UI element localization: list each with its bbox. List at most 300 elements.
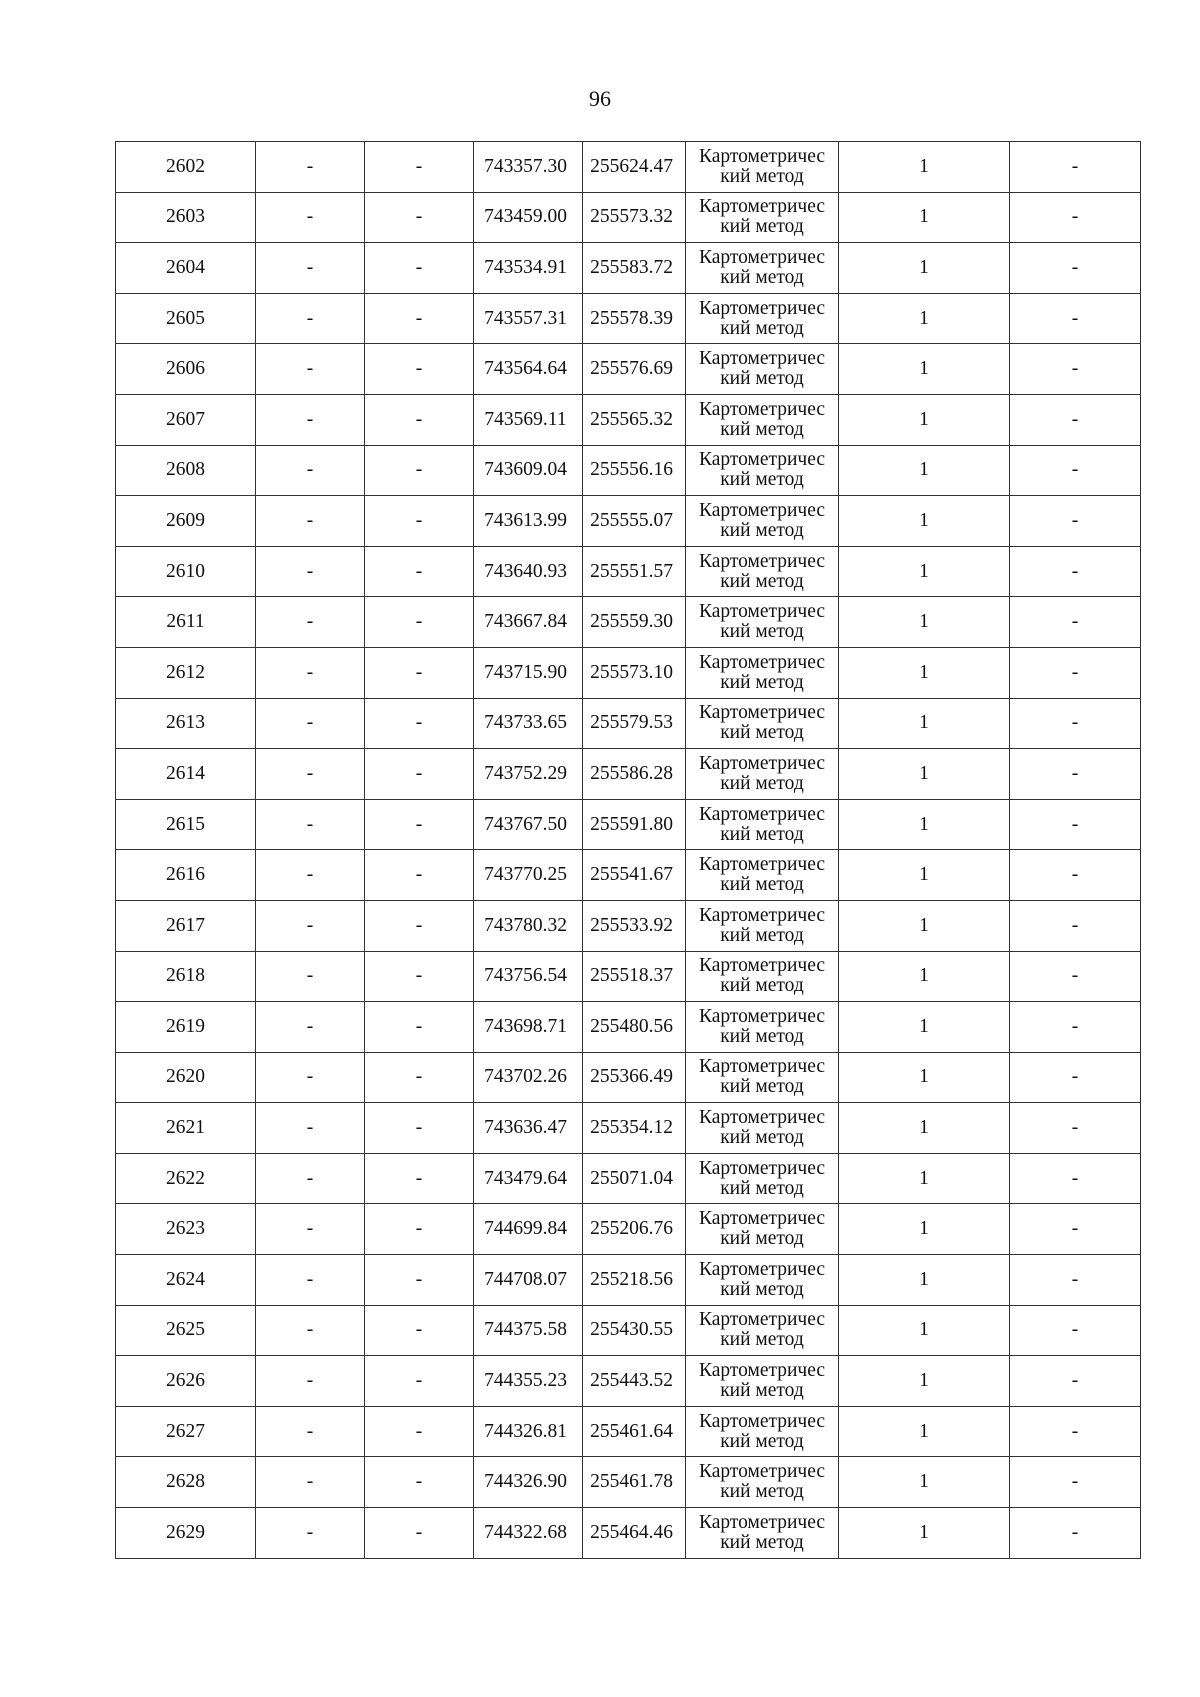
table-row <box>116 647 1141 698</box>
empty-dash-cell: - <box>256 1356 365 1407</box>
x-coordinate-cell: 744326.81 <box>474 1406 583 1457</box>
x-coordinate-cell: 743667.84 <box>474 597 583 648</box>
accuracy-cell: 1 <box>839 1508 1010 1559</box>
table-row <box>116 1002 1141 1053</box>
method-line-1: Картометричес <box>698 1309 826 1331</box>
table-row <box>116 1356 1141 1407</box>
x-coordinate-cell: 743479.64 <box>474 1153 583 1204</box>
method-cell <box>686 1204 839 1255</box>
method-line-1: Картометричес <box>698 651 826 673</box>
method-line-2: кий метод <box>720 1025 804 1047</box>
table-row <box>116 900 1141 951</box>
y-coordinate-cell: 255461.64 <box>583 1406 686 1457</box>
y-coordinate-cell: 255354.12 <box>583 1103 686 1154</box>
y-coordinate-cell: 255559.30 <box>583 597 686 648</box>
table-row <box>116 1052 1141 1103</box>
empty-dash-cell: - <box>256 1052 365 1103</box>
x-coordinate-cell: 743357.30 <box>474 142 583 193</box>
method-line-2: кий метод <box>720 418 804 440</box>
point-number-cell: 2607 <box>116 394 256 445</box>
method-line-1: Картометричес <box>698 1056 826 1078</box>
method-cell <box>686 1255 839 1306</box>
y-coordinate-cell: 255591.80 <box>583 799 686 850</box>
point-number-cell: 2628 <box>116 1457 256 1508</box>
empty-dash-cell: - <box>256 1002 365 1053</box>
x-coordinate-cell: 744322.68 <box>474 1508 583 1559</box>
method-cell <box>686 192 839 243</box>
empty-dash-cell: - <box>365 1406 474 1457</box>
x-coordinate-cell: 743609.04 <box>474 445 583 496</box>
table-row <box>116 344 1141 395</box>
empty-dash-cell: - <box>1010 1406 1141 1457</box>
table-row <box>116 951 1141 1002</box>
empty-dash-cell: - <box>1010 850 1141 901</box>
empty-dash-cell: - <box>256 900 365 951</box>
empty-dash-cell: - <box>365 1153 474 1204</box>
method-line-1: Картометричес <box>698 297 826 319</box>
empty-dash-cell: - <box>1010 546 1141 597</box>
method-cell <box>686 1457 839 1508</box>
method-cell <box>686 344 839 395</box>
method-cell <box>686 951 839 1002</box>
method-cell <box>686 749 839 800</box>
empty-dash-cell: - <box>256 546 365 597</box>
empty-dash-cell: - <box>1010 1103 1141 1154</box>
method-line-1: Картометричес <box>698 1511 826 1533</box>
empty-dash-cell: - <box>1010 344 1141 395</box>
accuracy-cell: 1 <box>839 698 1010 749</box>
method-line-2: кий метод <box>720 1177 804 1199</box>
method-line-1: Картометричес <box>698 449 826 471</box>
point-number-cell: 2603 <box>116 192 256 243</box>
y-coordinate-cell: 255556.16 <box>583 445 686 496</box>
method-line-2: кий метод <box>720 1329 804 1351</box>
y-coordinate-cell: 255464.46 <box>583 1508 686 1559</box>
accuracy-cell: 1 <box>839 850 1010 901</box>
table-row <box>116 1508 1141 1559</box>
method-cell <box>686 597 839 648</box>
point-number-cell: 2618 <box>116 951 256 1002</box>
empty-dash-cell: - <box>365 1103 474 1154</box>
accuracy-cell: 1 <box>839 749 1010 800</box>
accuracy-cell: 1 <box>839 1153 1010 1204</box>
point-number-cell: 2620 <box>116 1052 256 1103</box>
method-line-2: кий метод <box>720 671 804 693</box>
x-coordinate-cell: 743752.29 <box>474 749 583 800</box>
empty-dash-cell: - <box>365 1508 474 1559</box>
table-row <box>116 597 1141 648</box>
empty-dash-cell: - <box>365 142 474 193</box>
point-number-cell: 2610 <box>116 546 256 597</box>
y-coordinate-cell: 255624.47 <box>583 142 686 193</box>
empty-dash-cell: - <box>365 344 474 395</box>
empty-dash-cell: - <box>256 647 365 698</box>
method-cell <box>686 1052 839 1103</box>
method-line-1: Картометричес <box>698 1461 826 1483</box>
table-row <box>116 1406 1141 1457</box>
method-line-2: кий метод <box>720 266 804 288</box>
empty-dash-cell: - <box>1010 647 1141 698</box>
method-line-1: Картометричес <box>698 499 826 521</box>
empty-dash-cell: - <box>1010 1457 1141 1508</box>
accuracy-cell: 1 <box>839 1103 1010 1154</box>
empty-dash-cell: - <box>256 597 365 648</box>
accuracy-cell: 1 <box>839 1204 1010 1255</box>
table-row <box>116 749 1141 800</box>
x-coordinate-cell: 743534.91 <box>474 243 583 294</box>
y-coordinate-cell: 255579.53 <box>583 698 686 749</box>
method-cell <box>686 243 839 294</box>
empty-dash-cell: - <box>365 394 474 445</box>
empty-dash-cell: - <box>1010 243 1141 294</box>
accuracy-cell: 1 <box>839 1052 1010 1103</box>
method-line-1: Картометричес <box>698 1157 826 1179</box>
point-number-cell: 2613 <box>116 698 256 749</box>
empty-dash-cell: - <box>256 1204 365 1255</box>
method-line-2: кий метод <box>720 1278 804 1300</box>
method-line-2: кий метод <box>720 772 804 794</box>
method-cell <box>686 1356 839 1407</box>
empty-dash-cell: - <box>365 496 474 547</box>
accuracy-cell: 1 <box>839 192 1010 243</box>
method-line-1: Картометричес <box>698 348 826 370</box>
y-coordinate-cell: 255533.92 <box>583 900 686 951</box>
empty-dash-cell: - <box>256 1305 365 1356</box>
point-number-cell: 2627 <box>116 1406 256 1457</box>
y-coordinate-cell: 255461.78 <box>583 1457 686 1508</box>
empty-dash-cell: - <box>256 850 365 901</box>
y-coordinate-cell: 255586.28 <box>583 749 686 800</box>
y-coordinate-cell: 255565.32 <box>583 394 686 445</box>
point-number-cell: 2616 <box>116 850 256 901</box>
y-coordinate-cell: 255555.07 <box>583 496 686 547</box>
y-coordinate-cell: 255443.52 <box>583 1356 686 1407</box>
empty-dash-cell: - <box>1010 1508 1141 1559</box>
x-coordinate-cell: 743613.99 <box>474 496 583 547</box>
accuracy-cell: 1 <box>839 597 1010 648</box>
empty-dash-cell: - <box>1010 445 1141 496</box>
empty-dash-cell: - <box>256 749 365 800</box>
accuracy-cell: 1 <box>839 344 1010 395</box>
empty-dash-cell: - <box>1010 597 1141 648</box>
point-number-cell: 2605 <box>116 293 256 344</box>
point-number-cell: 2602 <box>116 142 256 193</box>
empty-dash-cell: - <box>365 192 474 243</box>
method-line-2: кий метод <box>720 519 804 541</box>
table-row <box>116 192 1141 243</box>
x-coordinate-cell: 743557.31 <box>474 293 583 344</box>
accuracy-cell: 1 <box>839 243 1010 294</box>
point-number-cell: 2621 <box>116 1103 256 1154</box>
table-row <box>116 496 1141 547</box>
point-number-cell: 2612 <box>116 647 256 698</box>
empty-dash-cell: - <box>1010 1305 1141 1356</box>
empty-dash-cell: - <box>256 1153 365 1204</box>
empty-dash-cell: - <box>1010 394 1141 445</box>
method-line-1: Картометричес <box>698 854 826 876</box>
method-cell <box>686 1153 839 1204</box>
empty-dash-cell: - <box>365 1002 474 1053</box>
empty-dash-cell: - <box>365 1255 474 1306</box>
method-line-1: Картометричес <box>698 752 826 774</box>
point-number-cell: 2622 <box>116 1153 256 1204</box>
table-row <box>116 1153 1141 1204</box>
method-cell <box>686 1002 839 1053</box>
empty-dash-cell: - <box>256 496 365 547</box>
x-coordinate-cell: 743770.25 <box>474 850 583 901</box>
empty-dash-cell: - <box>256 243 365 294</box>
x-coordinate-cell: 743640.93 <box>474 546 583 597</box>
empty-dash-cell: - <box>365 1457 474 1508</box>
table-row <box>116 293 1141 344</box>
empty-dash-cell: - <box>365 900 474 951</box>
method-line-2: кий метод <box>720 823 804 845</box>
x-coordinate-cell: 743698.71 <box>474 1002 583 1053</box>
point-number-cell: 2606 <box>116 344 256 395</box>
method-line-2: кий метод <box>720 368 804 390</box>
point-number-cell: 2624 <box>116 1255 256 1306</box>
method-cell <box>686 900 839 951</box>
empty-dash-cell: - <box>256 951 365 1002</box>
table-row <box>116 850 1141 901</box>
empty-dash-cell: - <box>365 597 474 648</box>
method-line-2: кий метод <box>720 975 804 997</box>
empty-dash-cell: - <box>1010 698 1141 749</box>
method-line-1: Картометричес <box>698 1410 826 1432</box>
method-line-2: кий метод <box>720 469 804 491</box>
empty-dash-cell: - <box>365 799 474 850</box>
empty-dash-cell: - <box>365 243 474 294</box>
point-number-cell: 2629 <box>116 1508 256 1559</box>
point-number-cell: 2617 <box>116 900 256 951</box>
empty-dash-cell: - <box>1010 293 1141 344</box>
method-line-1: Картометричес <box>698 1208 826 1230</box>
method-line-1: Картометричес <box>698 904 826 926</box>
method-line-1: Картометричес <box>698 196 826 218</box>
method-cell <box>686 293 839 344</box>
x-coordinate-cell: 743756.54 <box>474 951 583 1002</box>
accuracy-cell: 1 <box>839 1305 1010 1356</box>
empty-dash-cell: - <box>365 698 474 749</box>
method-line-1: Картометричес <box>698 803 826 825</box>
method-line-2: кий метод <box>720 1127 804 1149</box>
table-row <box>116 1103 1141 1154</box>
method-cell <box>686 850 839 901</box>
method-line-1: Картометричес <box>698 1360 826 1382</box>
empty-dash-cell: - <box>365 1052 474 1103</box>
method-line-2: кий метод <box>720 1430 804 1452</box>
y-coordinate-cell: 255480.56 <box>583 1002 686 1053</box>
point-number-cell: 2625 <box>116 1305 256 1356</box>
method-line-1: Картометричес <box>698 550 826 572</box>
empty-dash-cell: - <box>256 293 365 344</box>
point-number-cell: 2615 <box>116 799 256 850</box>
table-row <box>116 1204 1141 1255</box>
empty-dash-cell: - <box>365 1305 474 1356</box>
coordinates-table <box>115 141 1141 1559</box>
y-coordinate-cell: 255573.10 <box>583 647 686 698</box>
x-coordinate-cell: 743767.50 <box>474 799 583 850</box>
accuracy-cell: 1 <box>839 799 1010 850</box>
empty-dash-cell: - <box>256 1103 365 1154</box>
table-row <box>116 243 1141 294</box>
method-line-1: Картометричес <box>698 145 826 167</box>
accuracy-cell: 1 <box>839 647 1010 698</box>
point-number-cell: 2604 <box>116 243 256 294</box>
method-cell <box>686 1103 839 1154</box>
empty-dash-cell: - <box>1010 496 1141 547</box>
method-line-1: Картометричес <box>698 246 826 268</box>
empty-dash-cell: - <box>256 698 365 749</box>
accuracy-cell: 1 <box>839 445 1010 496</box>
accuracy-cell: 1 <box>839 394 1010 445</box>
y-coordinate-cell: 255430.55 <box>583 1305 686 1356</box>
y-coordinate-cell: 255551.57 <box>583 546 686 597</box>
x-coordinate-cell: 743780.32 <box>474 900 583 951</box>
empty-dash-cell: - <box>365 293 474 344</box>
empty-dash-cell: - <box>1010 142 1141 193</box>
empty-dash-cell: - <box>1010 192 1141 243</box>
method-cell <box>686 1406 839 1457</box>
point-number-cell: 2611 <box>116 597 256 648</box>
method-line-1: Картометричес <box>698 702 826 724</box>
y-coordinate-cell: 255573.32 <box>583 192 686 243</box>
method-cell <box>686 698 839 749</box>
accuracy-cell: 1 <box>839 1356 1010 1407</box>
empty-dash-cell: - <box>365 445 474 496</box>
point-number-cell: 2608 <box>116 445 256 496</box>
method-line-2: кий метод <box>720 570 804 592</box>
method-line-1: Картометричес <box>698 601 826 623</box>
point-number-cell: 2619 <box>116 1002 256 1053</box>
page-number: 96 <box>589 86 611 111</box>
method-line-2: кий метод <box>720 722 804 744</box>
point-number-cell: 2614 <box>116 749 256 800</box>
accuracy-cell: 1 <box>839 1002 1010 1053</box>
method-line-2: кий метод <box>720 621 804 643</box>
table-body <box>116 142 1141 1559</box>
x-coordinate-cell: 744326.90 <box>474 1457 583 1508</box>
empty-dash-cell: - <box>256 192 365 243</box>
empty-dash-cell: - <box>1010 1204 1141 1255</box>
method-line-2: кий метод <box>720 165 804 187</box>
empty-dash-cell: - <box>1010 900 1141 951</box>
method-cell <box>686 1508 839 1559</box>
x-coordinate-cell: 744375.58 <box>474 1305 583 1356</box>
method-cell <box>686 546 839 597</box>
y-coordinate-cell: 255576.69 <box>583 344 686 395</box>
point-number-cell: 2623 <box>116 1204 256 1255</box>
x-coordinate-cell: 743733.65 <box>474 698 583 749</box>
table-row <box>116 445 1141 496</box>
method-line-1: Картометричес <box>698 1258 826 1280</box>
method-line-2: кий метод <box>720 874 804 896</box>
x-coordinate-cell: 743702.26 <box>474 1052 583 1103</box>
empty-dash-cell: - <box>256 142 365 193</box>
empty-dash-cell: - <box>1010 749 1141 800</box>
x-coordinate-cell: 744708.07 <box>474 1255 583 1306</box>
method-line-1: Картометричес <box>698 398 826 420</box>
empty-dash-cell: - <box>1010 951 1141 1002</box>
method-line-2: кий метод <box>720 317 804 339</box>
table-row <box>116 546 1141 597</box>
method-cell <box>686 496 839 547</box>
table-row <box>116 1255 1141 1306</box>
y-coordinate-cell: 255541.67 <box>583 850 686 901</box>
accuracy-cell: 1 <box>839 951 1010 1002</box>
x-coordinate-cell: 744699.84 <box>474 1204 583 1255</box>
x-coordinate-cell: 743564.64 <box>474 344 583 395</box>
empty-dash-cell: - <box>365 1356 474 1407</box>
accuracy-cell: 1 <box>839 1255 1010 1306</box>
method-line-1: Картометричес <box>698 955 826 977</box>
method-line-2: кий метод <box>720 1481 804 1503</box>
empty-dash-cell: - <box>365 951 474 1002</box>
method-line-2: кий метод <box>720 1380 804 1402</box>
empty-dash-cell: - <box>256 799 365 850</box>
empty-dash-cell: - <box>1010 1052 1141 1103</box>
method-cell <box>686 142 839 193</box>
method-cell <box>686 799 839 850</box>
y-coordinate-cell: 255518.37 <box>583 951 686 1002</box>
empty-dash-cell: - <box>256 445 365 496</box>
accuracy-cell: 1 <box>839 293 1010 344</box>
empty-dash-cell: - <box>1010 799 1141 850</box>
empty-dash-cell: - <box>1010 1356 1141 1407</box>
empty-dash-cell: - <box>256 1255 365 1306</box>
y-coordinate-cell: 255578.39 <box>583 293 686 344</box>
y-coordinate-cell: 255366.49 <box>583 1052 686 1103</box>
method-line-2: кий метод <box>720 1228 804 1250</box>
method-cell <box>686 394 839 445</box>
accuracy-cell: 1 <box>839 142 1010 193</box>
x-coordinate-cell: 743569.11 <box>474 394 583 445</box>
empty-dash-cell: - <box>256 1406 365 1457</box>
table-row <box>116 394 1141 445</box>
y-coordinate-cell: 255218.56 <box>583 1255 686 1306</box>
empty-dash-cell: - <box>365 749 474 800</box>
x-coordinate-cell: 743636.47 <box>474 1103 583 1154</box>
empty-dash-cell: - <box>1010 1002 1141 1053</box>
table-row <box>116 1305 1141 1356</box>
y-coordinate-cell: 255206.76 <box>583 1204 686 1255</box>
empty-dash-cell: - <box>1010 1153 1141 1204</box>
method-cell <box>686 445 839 496</box>
empty-dash-cell: - <box>365 647 474 698</box>
method-cell <box>686 647 839 698</box>
accuracy-cell: 1 <box>839 900 1010 951</box>
method-line-2: кий метод <box>720 1531 804 1553</box>
method-line-1: Картометричес <box>698 1107 826 1129</box>
method-line-1: Картометричес <box>698 1005 826 1027</box>
accuracy-cell: 1 <box>839 1406 1010 1457</box>
y-coordinate-cell: 255583.72 <box>583 243 686 294</box>
y-coordinate-cell: 255071.04 <box>583 1153 686 1204</box>
table-row <box>116 698 1141 749</box>
empty-dash-cell: - <box>365 546 474 597</box>
point-number-cell: 2626 <box>116 1356 256 1407</box>
x-coordinate-cell: 743715.90 <box>474 647 583 698</box>
accuracy-cell: 1 <box>839 496 1010 547</box>
method-cell <box>686 1305 839 1356</box>
empty-dash-cell: - <box>365 1204 474 1255</box>
x-coordinate-cell: 743459.00 <box>474 192 583 243</box>
empty-dash-cell: - <box>256 394 365 445</box>
method-line-2: кий метод <box>720 1076 804 1098</box>
method-line-2: кий метод <box>720 924 804 946</box>
method-line-2: кий метод <box>720 216 804 238</box>
x-coordinate-cell: 744355.23 <box>474 1356 583 1407</box>
